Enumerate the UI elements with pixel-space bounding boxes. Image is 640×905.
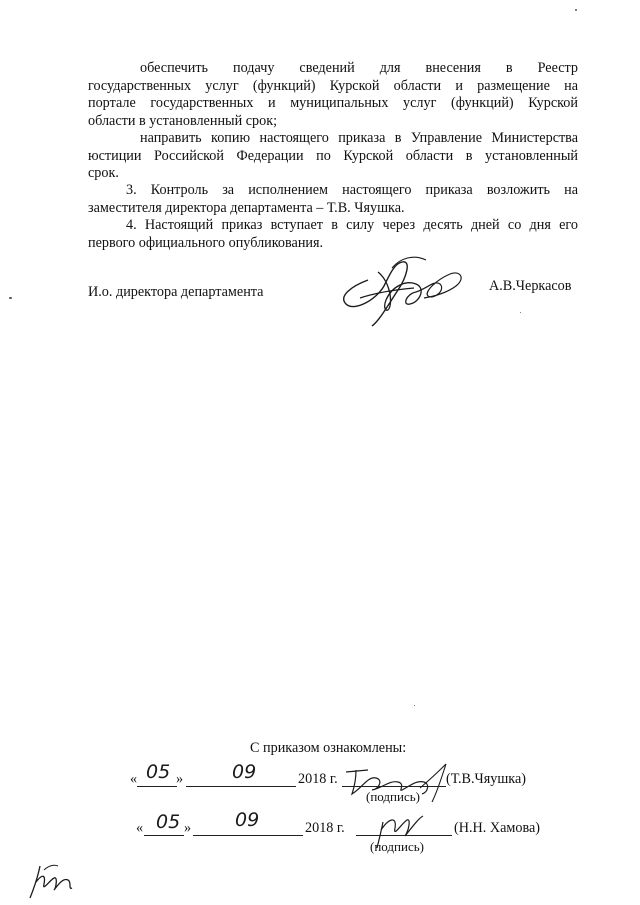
signer-title: И.о. директора департамента: [88, 284, 264, 300]
ack-open-quote: «: [130, 771, 138, 787]
ack-day: 05: [156, 811, 181, 833]
scan-speck: [520, 312, 521, 313]
text-line: направить копию настоящего приказа в Управление Министерства: [140, 130, 578, 146]
paragraph-ministry-copy: [88, 130, 578, 183]
scan-speck: [414, 705, 415, 706]
text-line: срок.: [88, 165, 119, 182]
scan-speck: [575, 9, 577, 11]
text-line: заместителя директора департамента – Т.В. Чяушка.: [88, 199, 405, 216]
ack-open-quote: «: [136, 820, 144, 836]
ack-year: 2018 г.: [305, 820, 345, 836]
ack-close-quote: »: [176, 771, 184, 787]
ack-day-underline: [144, 835, 184, 836]
text-line: юстиции Российской Федерации по Курской области в установленный: [88, 147, 578, 164]
ack-sign-caption: (подпись): [366, 789, 420, 804]
ack-year: 2018 г.: [298, 771, 338, 787]
text-line: обеспечить подачу сведений для внесения в Реестр: [140, 60, 578, 76]
text-line: области в установленный срок;: [88, 112, 278, 129]
text-line: первого официального опубликования.: [88, 234, 324, 251]
paragraph-entry-into-force: [88, 217, 578, 252]
ack-month-underline: [186, 786, 296, 787]
text-line: портале государственных и муниципальных услуг (функций) Курской: [88, 95, 578, 112]
text-line: государственных услуг (функций) Курской области и размещение на: [88, 77, 578, 94]
ack-close-quote: »: [184, 820, 192, 836]
text-line: 4. Настоящий приказ вступает в силу через десять дней со дня его: [126, 217, 578, 233]
paragraph-control: [88, 182, 578, 217]
ack-month: 09: [232, 761, 257, 783]
ack-month-underline: [193, 835, 303, 836]
ack-day-underline: [137, 786, 177, 787]
corner-initials: [28, 860, 78, 900]
paragraph-registry: [88, 60, 578, 130]
ack-month: 09: [235, 809, 260, 831]
acknowledgement-title: С приказом ознакомлены:: [250, 740, 407, 756]
ack-name: (Т.В.Чяушка): [446, 771, 526, 787]
ack-name: (Н.Н. Хамова): [454, 820, 541, 836]
ack-day: 05: [146, 761, 171, 783]
ack-sign-caption: (подпись): [370, 839, 424, 854]
director-signature: [332, 250, 472, 330]
text-line: 3. Контроль за исполнением настоящего приказа возложить на: [126, 182, 578, 198]
scan-speck: [9, 297, 12, 299]
signer-name: А.В.Черкасов: [489, 278, 572, 294]
